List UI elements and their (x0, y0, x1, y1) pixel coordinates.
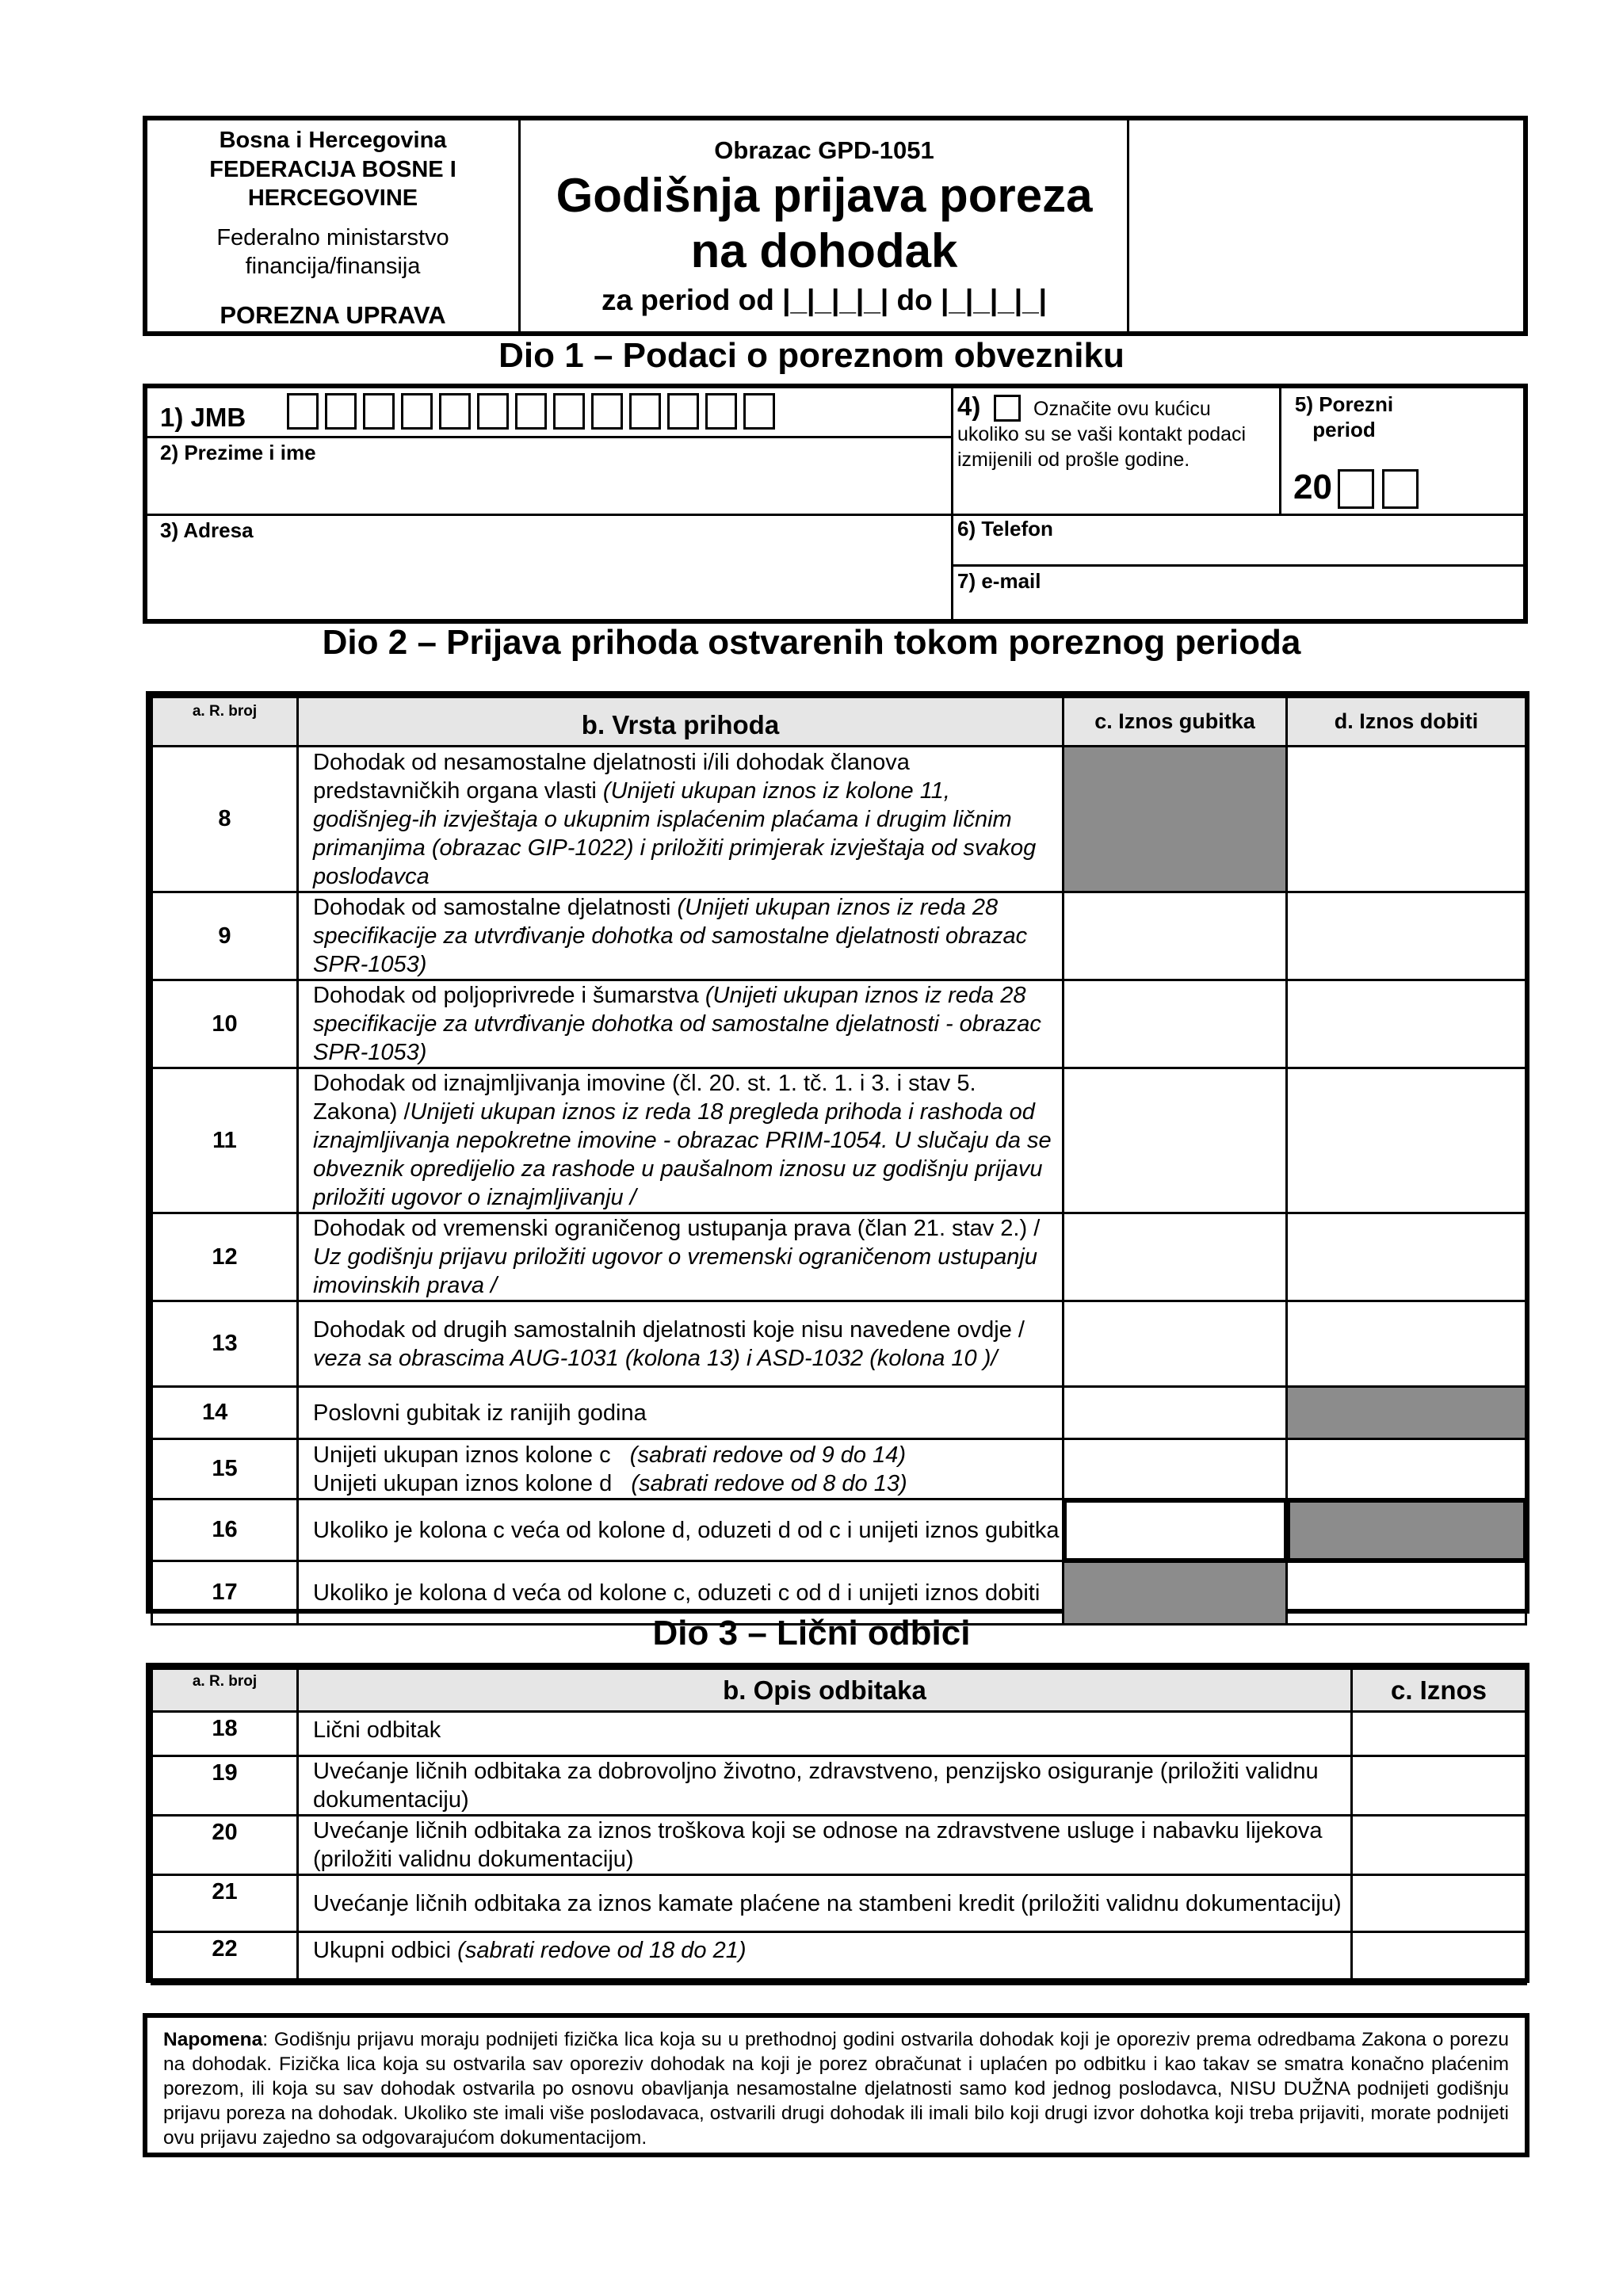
divider (1279, 388, 1281, 514)
note-text: Napomena: Godišnju prijavu moraju podnijeti fizička lica koja su u prethodnoj godini ostvarila dohodak koji je oporeziv prema odredbama Zakona o porezu na dohodak. Fizička lica koja su ostvarila sav oporeziv dohodak na koji je porez obračunat i uplaćen po odbitku i kao takav se smatra konačno plaćenim porezom, ili koja su sav dohodak ostvarila po osnovu obavljanja nesamostalne djelatnosti samo kod jednog poslodavca, NISU DUŽNA podnijeti godišnju prijavu poreza na dohodak. Ukoliko ste imali više poslodavaca, ostvarili drugi dohodak ili imali bilo koji drugi izvor dohotka koji treba prijaviti, morate podnijeti ovu prijavu zajedno sa odgovarajućom dokumentacijom. (163, 2029, 1509, 2149)
loss-input[interactable] (1064, 1301, 1287, 1387)
jmb-input[interactable] (287, 393, 781, 430)
amount-input[interactable] (1352, 1875, 1526, 1932)
form-title-line2: na dohodak (690, 224, 958, 277)
table-row (152, 1068, 1526, 1213)
table-row (152, 1439, 1526, 1499)
country-name: Bosna i Hercegovina (219, 128, 447, 153)
part1-title: Dio 1 – Podaci o poreznom obvezniku (498, 336, 1125, 375)
table-row (152, 1301, 1526, 1387)
part2-title: Dio 2 – Prijava prihoda ostvarenih tokom poreznog perioda (322, 623, 1301, 662)
jmb-digit-box[interactable] (743, 393, 775, 430)
name-label: 2) Prezime i ime (160, 441, 316, 464)
checkbox-text: Označite ovu kućicu ukoliko su se vaši kontakt podaci izmijenili od prošle godine. (957, 398, 1247, 471)
row-description: Dohodak od drugih samostalnih djelatnosti koje nisu navedene ovdje / veza sa obrascima AUG-1031 (kolona 13) i ASD-1032 (kolona 10 )/ (298, 1301, 1064, 1387)
form-header (143, 116, 1528, 336)
jmb-digit-box[interactable] (591, 393, 623, 430)
loss-input[interactable] (1064, 1387, 1287, 1439)
header-divider (1127, 120, 1129, 331)
row-description: Poslovni gubitak iz ranijih godina (298, 1387, 1064, 1439)
phone-label: 6) Telefon (957, 517, 1053, 541)
address-label: 3) Adresa (160, 518, 254, 542)
tax-period-digit-box[interactable] (1338, 469, 1374, 509)
ministry-name: Federalno ministarstvo financija/finansija (216, 225, 449, 279)
table-row (152, 747, 1526, 892)
col-header-amount: c. Iznos (1352, 1669, 1526, 1712)
amount-input[interactable] (1352, 1712, 1526, 1756)
row-number: 18 (152, 1712, 298, 1756)
divider (951, 388, 953, 624)
row-number: 22 (152, 1932, 298, 1985)
row-number: 8 (152, 747, 298, 892)
row-description: Ukoliko je kolona d veća od kolone c, oduzeti c od d i unijeti iznos dobiti (298, 1561, 1064, 1625)
loss-result-input[interactable] (1064, 1499, 1287, 1561)
col-header-profit: d. Iznos dobiti (1287, 697, 1526, 747)
jmb-digit-box[interactable] (401, 393, 433, 430)
profit-input[interactable] (1287, 747, 1526, 892)
header-divider (518, 120, 521, 331)
part3-title: Dio 3 – Lični odbici (652, 1614, 971, 1652)
col-header-loss: c. Iznos gubitka (1064, 697, 1287, 747)
row-description: Lični odbitak (298, 1712, 1352, 1756)
row-number: 10 (152, 980, 298, 1068)
table-row (152, 1816, 1526, 1875)
profit-input[interactable] (1287, 980, 1526, 1068)
email-label: 7) e-mail (957, 569, 1041, 593)
divider (147, 514, 1528, 516)
tax-authority: POREZNA UPRAVA (220, 301, 446, 329)
amount-total-input[interactable] (1352, 1932, 1526, 1985)
row-number: 15 (152, 1439, 298, 1499)
table-row (152, 1875, 1526, 1932)
tax-period-digit-box[interactable] (1382, 469, 1419, 509)
col-header-income-type: b. Vrsta prihoda (298, 697, 1064, 747)
row-number: 12 (152, 1213, 298, 1301)
taxpayer-data-section (143, 384, 1528, 624)
loss-total-input[interactable] (1064, 1439, 1287, 1499)
jmb-digit-box[interactable] (667, 393, 699, 430)
profit-input[interactable] (1287, 1213, 1526, 1301)
row-number: 11 (152, 1068, 298, 1213)
profit-input[interactable] (1287, 892, 1526, 980)
jmb-digit-box[interactable] (477, 393, 509, 430)
jmb-digit-box[interactable] (629, 393, 661, 430)
disabled-cell (1287, 1499, 1526, 1561)
table-row (152, 892, 1526, 980)
loss-input[interactable] (1064, 1213, 1287, 1301)
jmb-digit-box[interactable] (439, 393, 471, 430)
note-box (143, 2013, 1529, 2157)
row-description: Uvećanje ličnih odbitaka za iznos troškova koji se odnose na zdravstvene usluge i nabavku lijekova (priložiti validnu dokumentaciju) (298, 1816, 1352, 1875)
row-description: Uvećanje ličnih odbitaka za iznos kamate plaćene na stambeni kredit (priložiti validnu dokumentaciju) (298, 1875, 1352, 1932)
table-row (152, 1213, 1526, 1301)
checkbox-number: 4) (957, 392, 981, 421)
row-description: Ukupni odbici (sabrati redove od 18 do 21) (298, 1932, 1352, 1985)
disabled-cell (1287, 1387, 1526, 1439)
form-title-line1: Godišnja prijava poreza (556, 169, 1093, 222)
col-header-description: b. Opis odbitaka (298, 1669, 1352, 1712)
amount-input[interactable] (1352, 1816, 1526, 1875)
jmb-digit-box[interactable] (363, 393, 395, 430)
row-description: Ukoliko je kolona c veća od kolone d, oduzeti d od c i unijeti iznos gubitka (298, 1499, 1064, 1561)
table-row (152, 1932, 1526, 1985)
row-description: Dohodak od poljoprivrede i šumarstva (Unijeti ukupan iznos iz reda 28 specifikacije za utvrđivanje dohotka od samostalne djelatnosti - obrazac SPR-1053) (298, 980, 1064, 1068)
profit-input[interactable] (1287, 1068, 1526, 1213)
jmb-digit-box[interactable] (705, 393, 737, 430)
row-number: 16 (152, 1499, 298, 1561)
row-description: Dohodak od vremenski ograničenog ustupanja prava (član 21. stav 2.) / Uz godišnju prijavu priložiti ugovor o vremenski ograničenom ustupanju imovinskih prava / (298, 1213, 1064, 1301)
profit-input[interactable] (1287, 1301, 1526, 1387)
divider (951, 564, 1528, 567)
period-range: za period od |_|_|_|_| do |_|_|_|_| (601, 284, 1048, 316)
jmb-digit-box[interactable] (287, 393, 319, 430)
table-row (152, 1387, 1526, 1439)
loss-input[interactable] (1064, 980, 1287, 1068)
table-row (152, 980, 1526, 1068)
disabled-cell (1064, 747, 1287, 892)
jmb-digit-box[interactable] (553, 393, 585, 430)
table-row (152, 1712, 1526, 1756)
loss-input[interactable] (1064, 1068, 1287, 1213)
col-header-number: a. R. broj (152, 697, 298, 747)
row-description: Uvećanje ličnih odbitaka za dobrovoljno životno, zdravstveno, penzijsko osiguranje (priložiti validnu dokumentaciju) (298, 1756, 1352, 1816)
amount-input[interactable] (1352, 1756, 1526, 1816)
row-description: Dohodak od nesamostalne djelatnosti i/ili dohodak članova predstavničkih organa vlasti (Unijeti ukupan iznos iz kolone 11, godišnjeg-ih izvještaja o ukupnim isplaćenim plaćama i drugim ličnim primanjima (obrazac GIP-1022) i priložiti primjerak izvještaja od svakog poslodavca (298, 747, 1064, 892)
row-number: 17 (152, 1561, 298, 1625)
row-number: 14 (152, 1387, 298, 1439)
col-header-number: a. R. broj (152, 1669, 298, 1712)
row-number: 9 (152, 892, 298, 980)
form-code: Obrazac GPD-1051 (714, 136, 934, 164)
row-number: 13 (152, 1301, 298, 1387)
row-number: 21 (152, 1875, 298, 1932)
row-description: Unijeti ukupan iznos kolone c (sabrati redove od 9 do 14) Unijeti ukupan iznos kolone d (sabrati redove od 8 do 13) (298, 1439, 1064, 1499)
jmb-label: 1) JMB (160, 403, 246, 432)
table-row (152, 1756, 1526, 1816)
loss-input[interactable] (1064, 892, 1287, 980)
income-table (146, 691, 1529, 1614)
deductions-table (146, 1663, 1529, 1983)
row-description: Dohodak od iznajmljivanja imovine (čl. 20. st. 1. tč. 1. i 3. i stav 5. Zakona) /Unijeti ukupan iznos iz reda 18 pregleda prihoda i rashoda od iznajmljivanja nepokretne imovine - obrazac PRIM-1054. U slučaju da se obveznik opredijelio za rashode u paušalnom iznosu uz godišnju prijavu priložiti ugovor o iznajmljivanju / (298, 1068, 1064, 1213)
table-row (152, 1499, 1526, 1561)
jmb-digit-box[interactable] (325, 393, 357, 430)
divider (147, 436, 951, 438)
row-number: 20 (152, 1816, 298, 1875)
tax-period-label: 5) Porezni period (1294, 392, 1394, 441)
federation-name: FEDERACIJA BOSNE I HERCEGOVINE (209, 157, 456, 211)
row-number: 19 (152, 1756, 298, 1816)
jmb-digit-box[interactable] (515, 393, 547, 430)
profit-total-input[interactable] (1287, 1439, 1526, 1499)
tax-period-prefix: 20 (1293, 468, 1332, 506)
row-description: Dohodak od samostalne djelatnosti (Unijeti ukupan iznos iz reda 28 specifikacije za utvrđivanje dohotka od samostalne djelatnosti obrazac SPR-1053) (298, 892, 1064, 980)
